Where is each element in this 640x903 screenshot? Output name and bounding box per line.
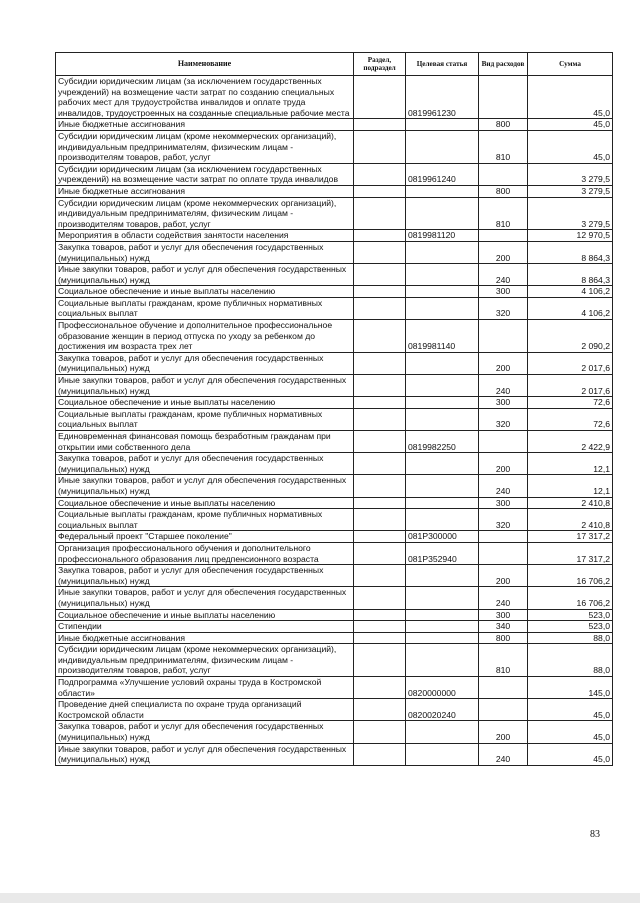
- row-razdel: [354, 320, 406, 353]
- row-name: Организация профессионального обучения и дополнительного профессионального образования лиц предпенсионного возраста: [56, 542, 354, 564]
- row-name: Закупка товаров, работ и услуг для обеспечения государственных (муниципальных) нужд: [56, 721, 354, 743]
- table-row: [56, 76, 613, 119]
- table-row: [56, 587, 613, 609]
- row-target-article: [406, 375, 479, 397]
- row-name: Закупка товаров, работ и услуг для обеспечения государственных (муниципальных) нужд: [56, 565, 354, 587]
- row-sum: 12,1: [528, 453, 613, 475]
- row-razdel: [354, 644, 406, 677]
- row-expense-type: [479, 163, 528, 185]
- row-sum: 2 410,8: [528, 509, 613, 531]
- row-target-article: [406, 453, 479, 475]
- table-row: [56, 644, 613, 677]
- row-target-article: [406, 609, 479, 621]
- row-expense-type: [479, 431, 528, 453]
- row-sum: 72,6: [528, 397, 613, 409]
- row-razdel: [354, 163, 406, 185]
- row-expense-type: [479, 531, 528, 543]
- row-name: Социальные выплаты гражданам, кроме публичных нормативных социальных выплат: [56, 509, 354, 531]
- row-razdel: [354, 185, 406, 197]
- table-row: [56, 264, 613, 286]
- row-sum: 2 410,8: [528, 497, 613, 509]
- table-row: [56, 119, 613, 131]
- header-expense-type: Вид расходов: [479, 53, 528, 76]
- row-expense-type: 810: [479, 197, 528, 230]
- row-expense-type: 240: [479, 743, 528, 765]
- row-sum: 2 017,6: [528, 375, 613, 397]
- row-razdel: [354, 509, 406, 531]
- table-row: [56, 565, 613, 587]
- row-target-article: [406, 119, 479, 131]
- row-target-article: 0820000000: [406, 677, 479, 699]
- row-expense-type: 340: [479, 621, 528, 633]
- row-name: Стипендии: [56, 621, 354, 633]
- row-expense-type: 240: [479, 475, 528, 497]
- row-razdel: [354, 397, 406, 409]
- row-target-article: [406, 621, 479, 633]
- row-razdel: [354, 721, 406, 743]
- row-razdel: [354, 621, 406, 633]
- row-sum: 45,0: [528, 721, 613, 743]
- row-sum: 17 317,2: [528, 542, 613, 564]
- row-target-article: 081P352940: [406, 542, 479, 564]
- header-name: Наименование: [56, 53, 354, 76]
- table-row: [56, 699, 613, 721]
- row-target-article: 0819961240: [406, 163, 479, 185]
- row-sum: 523,0: [528, 609, 613, 621]
- row-expense-type: 200: [479, 721, 528, 743]
- header-razdel: Раздел, подраздел: [354, 53, 406, 76]
- row-razdel: [354, 197, 406, 230]
- row-name: Мероприятия в области содействия занятости населения: [56, 230, 354, 242]
- row-name: Субсидии юридическим лицам (кроме некоммерческих организаций), индивидуальным предпринимателям, физическим лицам - производителям товаров, работ, услуг: [56, 644, 354, 677]
- row-target-article: [406, 565, 479, 587]
- row-name: Социальные выплаты гражданам, кроме публичных нормативных социальных выплат: [56, 297, 354, 319]
- row-sum: 45,0: [528, 130, 613, 163]
- row-sum: 4 106,2: [528, 286, 613, 298]
- row-sum: 16 706,2: [528, 587, 613, 609]
- row-razdel: [354, 565, 406, 587]
- row-target-article: 0819982250: [406, 431, 479, 453]
- row-target-article: [406, 241, 479, 263]
- row-expense-type: 200: [479, 352, 528, 374]
- table-row: [56, 352, 613, 374]
- row-razdel: [354, 431, 406, 453]
- table-row: [56, 408, 613, 430]
- table-row: [56, 197, 613, 230]
- row-expense-type: [479, 677, 528, 699]
- row-target-article: [406, 475, 479, 497]
- row-sum: 2 017,6: [528, 352, 613, 374]
- row-expense-type: [479, 320, 528, 353]
- row-target-article: [406, 286, 479, 298]
- row-razdel: [354, 264, 406, 286]
- row-razdel: [354, 677, 406, 699]
- row-sum: 16 706,2: [528, 565, 613, 587]
- row-target-article: 0820020240: [406, 699, 479, 721]
- row-razdel: [354, 475, 406, 497]
- table-body: [56, 76, 613, 766]
- row-expense-type: 200: [479, 453, 528, 475]
- row-name: Иные закупки товаров, работ и услуг для обеспечения государственных (муниципальных) нужд: [56, 475, 354, 497]
- row-name: Иные закупки товаров, работ и услуг для обеспечения государственных (муниципальных) нужд: [56, 743, 354, 765]
- row-sum: 3 279,5: [528, 163, 613, 185]
- row-name: Субсидии юридическим лицам (за исключением государственных учреждений) на возмещение части затрат по созданию специальных рабочих мест для трудоустройства инвалидов и оплате труда инвалидов, трудоустроенных на созданные специальные рабочие места: [56, 76, 354, 119]
- row-expense-type: 300: [479, 286, 528, 298]
- row-razdel: [354, 119, 406, 131]
- table-row: [56, 475, 613, 497]
- row-expense-type: 240: [479, 587, 528, 609]
- row-razdel: [354, 453, 406, 475]
- row-expense-type: 240: [479, 264, 528, 286]
- table-header-row: [56, 53, 613, 76]
- row-sum: 72,6: [528, 408, 613, 430]
- row-sum: 17 317,2: [528, 531, 613, 543]
- row-target-article: 0819981120: [406, 230, 479, 242]
- row-razdel: [354, 408, 406, 430]
- table-row: [56, 241, 613, 263]
- row-target-article: 0819981140: [406, 320, 479, 353]
- row-sum: 3 279,5: [528, 197, 613, 230]
- row-expense-type: 240: [479, 375, 528, 397]
- row-target-article: [406, 397, 479, 409]
- row-name: Проведение дней специалиста по охране труда организаций Костромской области: [56, 699, 354, 721]
- row-razdel: [354, 241, 406, 263]
- row-name: Иные бюджетные ассигнования: [56, 632, 354, 644]
- row-expense-type: [479, 699, 528, 721]
- row-expense-type: 800: [479, 632, 528, 644]
- table-row: [56, 230, 613, 242]
- row-name: Иные бюджетные ассигнования: [56, 119, 354, 131]
- row-name: Субсидии юридическим лицам (кроме некоммерческих организаций), индивидуальным предпринимателям, физическим лицам - производителям товаров, работ, услуг: [56, 197, 354, 230]
- row-target-article: [406, 632, 479, 644]
- row-name: Иные закупки товаров, работ и услуг для обеспечения государственных (муниципальных) нужд: [56, 264, 354, 286]
- row-expense-type: 320: [479, 297, 528, 319]
- row-sum: 12,1: [528, 475, 613, 497]
- row-expense-type: 200: [479, 565, 528, 587]
- row-razdel: [354, 130, 406, 163]
- table-row: [56, 509, 613, 531]
- table-row: [56, 130, 613, 163]
- row-name: Единовременная финансовая помощь безработным гражданам при открытии ими собственного дела: [56, 431, 354, 453]
- row-name: Закупка товаров, работ и услуг для обеспечения государственных (муниципальных) нужд: [56, 241, 354, 263]
- table-row: [56, 397, 613, 409]
- row-name: Федеральный проект "Старшее поколение": [56, 531, 354, 543]
- row-sum: 2 422,9: [528, 431, 613, 453]
- row-expense-type: 300: [479, 609, 528, 621]
- row-name: Социальное обеспечение и иные выплаты населению: [56, 286, 354, 298]
- row-target-article: 0819961230: [406, 76, 479, 119]
- page-number: 83: [590, 829, 600, 840]
- row-sum: 145,0: [528, 677, 613, 699]
- row-sum: 45,0: [528, 743, 613, 765]
- row-target-article: 081P300000: [406, 531, 479, 543]
- row-expense-type: 320: [479, 408, 528, 430]
- row-name: Субсидии юридическим лицам (кроме некоммерческих организаций), индивидуальным предпринимателям, физическим лицам - производителям товаров, работ, услуг: [56, 130, 354, 163]
- row-sum: 523,0: [528, 621, 613, 633]
- row-target-article: [406, 185, 479, 197]
- row-target-article: [406, 264, 479, 286]
- table-row: [56, 677, 613, 699]
- row-expense-type: [479, 230, 528, 242]
- row-razdel: [354, 699, 406, 721]
- row-expense-type: 800: [479, 185, 528, 197]
- table-row: [56, 621, 613, 633]
- row-expense-type: 320: [479, 509, 528, 531]
- row-expense-type: 200: [479, 241, 528, 263]
- row-razdel: [354, 542, 406, 564]
- row-target-article: [406, 497, 479, 509]
- table-row: [56, 743, 613, 765]
- row-target-article: [406, 197, 479, 230]
- row-expense-type: 300: [479, 497, 528, 509]
- table-row: [56, 497, 613, 509]
- header-sum: Сумма: [528, 53, 613, 76]
- row-razdel: [354, 230, 406, 242]
- row-target-article: [406, 408, 479, 430]
- row-razdel: [354, 531, 406, 543]
- row-sum: 12 970,5: [528, 230, 613, 242]
- row-sum: 3 279,5: [528, 185, 613, 197]
- row-name: Иные бюджетные ассигнования: [56, 185, 354, 197]
- row-target-article: [406, 743, 479, 765]
- table-row: [56, 163, 613, 185]
- row-razdel: [354, 632, 406, 644]
- row-target-article: [406, 644, 479, 677]
- table-row: [56, 185, 613, 197]
- scan-edge: [0, 893, 640, 903]
- row-sum: 8 864,3: [528, 241, 613, 263]
- row-target-article: [406, 587, 479, 609]
- row-sum: 88,0: [528, 644, 613, 677]
- table-row: [56, 542, 613, 564]
- row-razdel: [354, 352, 406, 374]
- row-sum: 8 864,3: [528, 264, 613, 286]
- row-razdel: [354, 743, 406, 765]
- table-row: [56, 609, 613, 621]
- budget-table: [55, 52, 613, 766]
- row-sum: 4 106,2: [528, 297, 613, 319]
- table-row: [56, 431, 613, 453]
- row-name: Подпрограмма «Улучшение условий охраны труда в Костромской области»: [56, 677, 354, 699]
- table-row: [56, 320, 613, 353]
- row-razdel: [354, 297, 406, 319]
- row-expense-type: 810: [479, 130, 528, 163]
- row-sum: 88,0: [528, 632, 613, 644]
- row-name: Иные закупки товаров, работ и услуг для обеспечения государственных (муниципальных) нужд: [56, 375, 354, 397]
- row-name: Социальные выплаты гражданам, кроме публичных нормативных социальных выплат: [56, 408, 354, 430]
- row-name: Социальное обеспечение и иные выплаты населению: [56, 609, 354, 621]
- row-sum: 45,0: [528, 119, 613, 131]
- row-target-article: [406, 509, 479, 531]
- row-expense-type: [479, 76, 528, 119]
- row-sum: 45,0: [528, 699, 613, 721]
- row-name: Закупка товаров, работ и услуг для обеспечения государственных (муниципальных) нужд: [56, 352, 354, 374]
- row-target-article: [406, 130, 479, 163]
- row-name: Закупка товаров, работ и услуг для обеспечения государственных (муниципальных) нужд: [56, 453, 354, 475]
- row-sum: 2 090,2: [528, 320, 613, 353]
- row-name: Социальное обеспечение и иные выплаты населению: [56, 497, 354, 509]
- table-row: [56, 375, 613, 397]
- row-razdel: [354, 76, 406, 119]
- row-expense-type: 810: [479, 644, 528, 677]
- header-target-article: Целевая статья: [406, 53, 479, 76]
- row-target-article: [406, 721, 479, 743]
- table-row: [56, 286, 613, 298]
- row-expense-type: 300: [479, 397, 528, 409]
- row-name: Социальное обеспечение и иные выплаты населению: [56, 397, 354, 409]
- table-row: [56, 531, 613, 543]
- table-row: [56, 721, 613, 743]
- row-razdel: [354, 375, 406, 397]
- table-row: [56, 297, 613, 319]
- row-name: Иные закупки товаров, работ и услуг для обеспечения государственных (муниципальных) нужд: [56, 587, 354, 609]
- row-target-article: [406, 297, 479, 319]
- row-razdel: [354, 497, 406, 509]
- table-row: [56, 632, 613, 644]
- row-sum: 45,0: [528, 76, 613, 119]
- row-target-article: [406, 352, 479, 374]
- row-razdel: [354, 286, 406, 298]
- row-name: Профессиональное обучение и дополнительное профессиональное образование женщин в период отпуска по уходу за ребенком до достижения им возраста трех лет: [56, 320, 354, 353]
- row-razdel: [354, 609, 406, 621]
- row-razdel: [354, 587, 406, 609]
- table-row: [56, 453, 613, 475]
- row-expense-type: [479, 542, 528, 564]
- row-name: Субсидии юридическим лицам (за исключением государственных учреждений) на возмещение части затрат по оплате труда инвалидов: [56, 163, 354, 185]
- row-expense-type: 800: [479, 119, 528, 131]
